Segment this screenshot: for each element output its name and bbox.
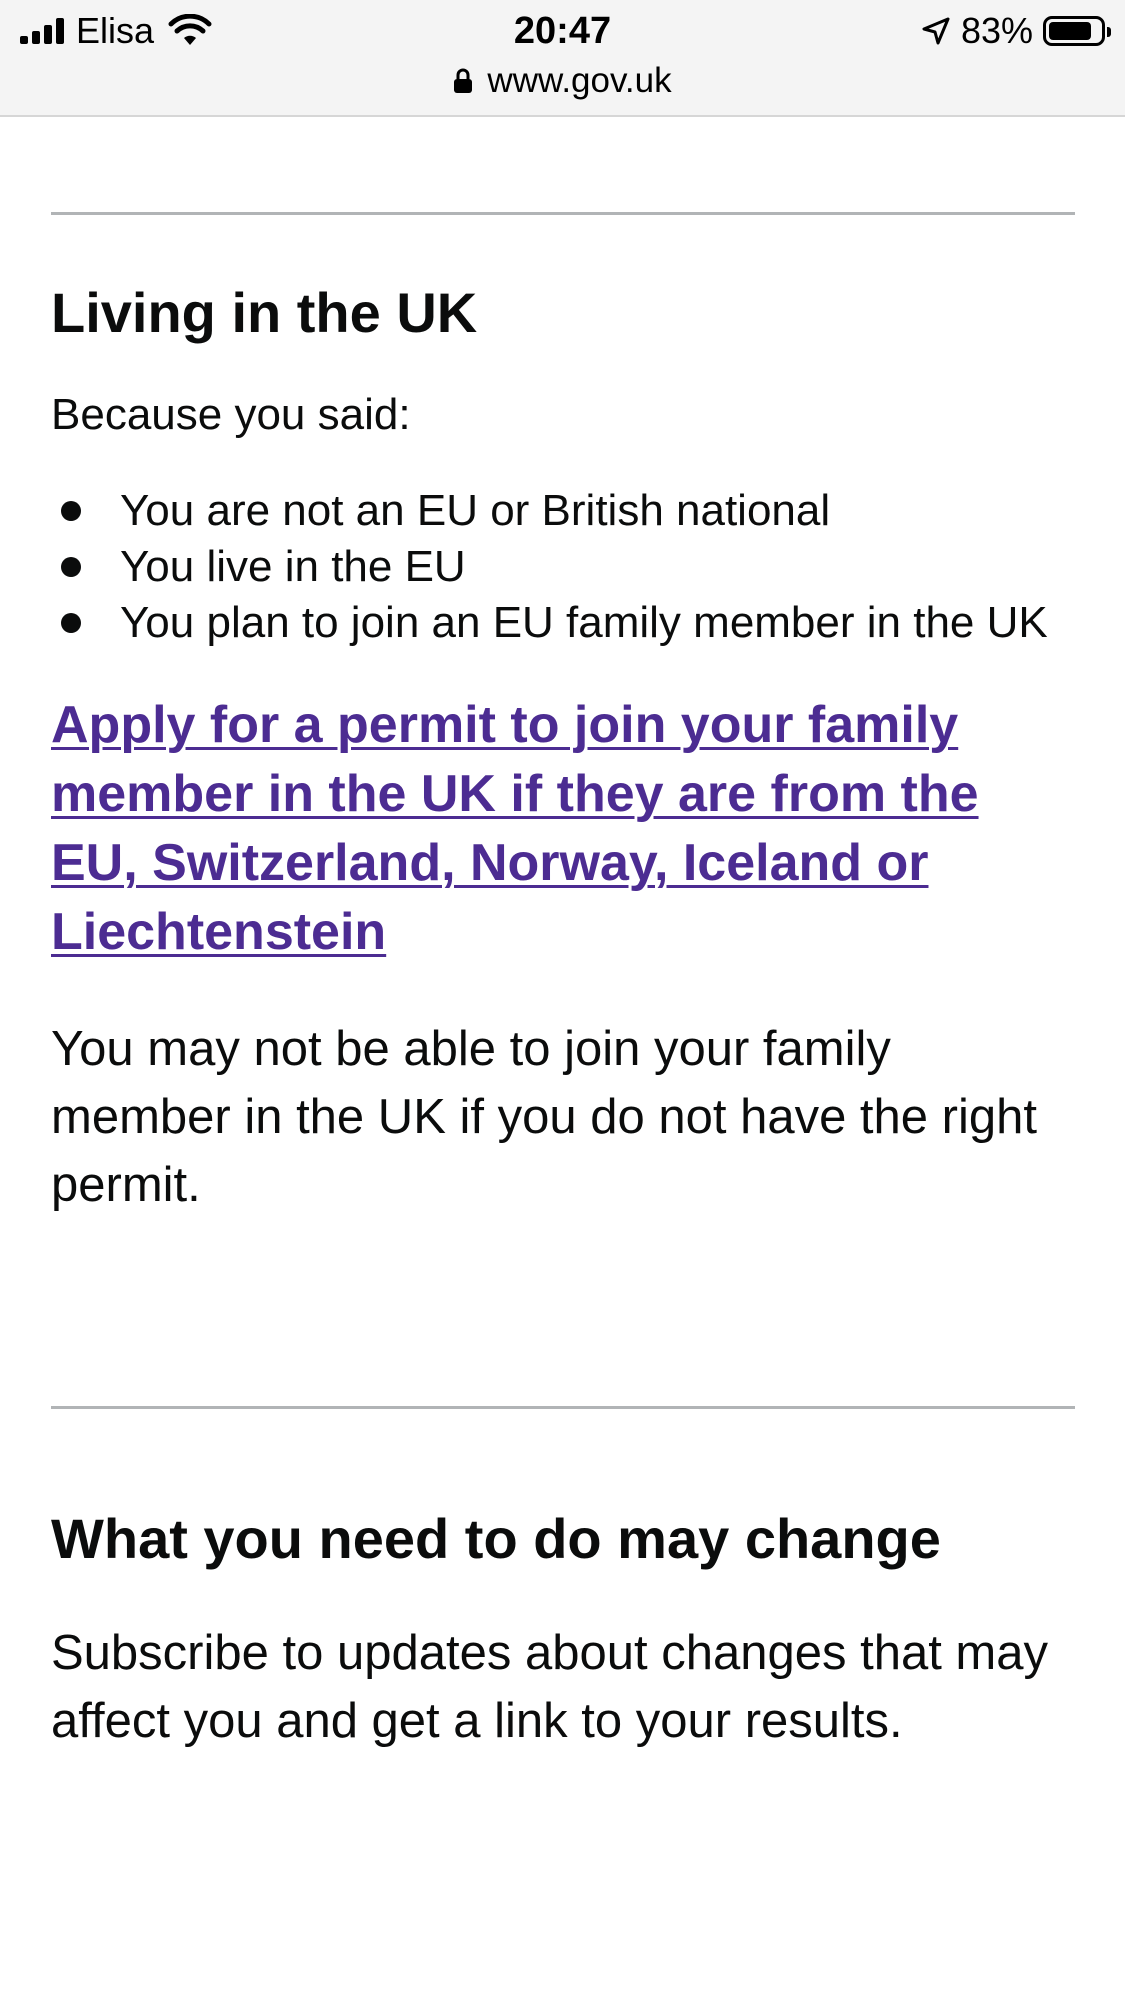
bullet-icon xyxy=(61,557,81,577)
apply-for-permit-link[interactable]: Apply for a permit to join your family member in the UK if they are from the EU, Switzerland, Norway, Iceland or Liechtenstein xyxy=(51,696,979,961)
carrier-name: Elisa xyxy=(76,10,155,51)
url-text: www.gov.uk xyxy=(487,61,672,100)
main-content xyxy=(51,117,1075,1755)
address-bar[interactable] xyxy=(0,58,1125,104)
because-you-said-text: Because you said: xyxy=(51,390,411,439)
battery-level-fill xyxy=(1049,22,1091,40)
subscribe-updates-text: Subscribe to updates about changes that may affect you and get a link to your results. xyxy=(51,1626,1048,1748)
reasons-list xyxy=(51,483,1075,651)
reason-text: You are not an EU or British national xyxy=(120,486,831,535)
battery-icon xyxy=(1043,16,1105,46)
bullet-icon xyxy=(61,501,81,521)
list-item xyxy=(120,595,1075,651)
list-item xyxy=(120,483,1075,539)
section-heading-living-in-uk: Living in the UK xyxy=(51,281,478,344)
location-arrow-icon xyxy=(921,16,951,46)
battery-percent: 83% xyxy=(960,10,1033,51)
section-divider xyxy=(51,1406,1075,1409)
list-item xyxy=(120,539,1075,595)
section-heading-may-change: What you need to do may change xyxy=(51,1507,941,1570)
lock-icon xyxy=(453,68,473,94)
ios-status-bar xyxy=(0,0,1125,117)
permit-warning-text: You may not be able to join your family member in the UK if you do not have the right permit. xyxy=(51,1022,1037,1212)
section-divider xyxy=(51,212,1075,215)
status-bar-right xyxy=(921,8,1105,54)
bullet-icon xyxy=(61,613,81,633)
reason-text: You plan to join an EU family member in the UK xyxy=(120,598,1048,647)
reason-text: You live in the EU xyxy=(120,542,466,591)
clock-time: 20:47 xyxy=(513,10,612,52)
